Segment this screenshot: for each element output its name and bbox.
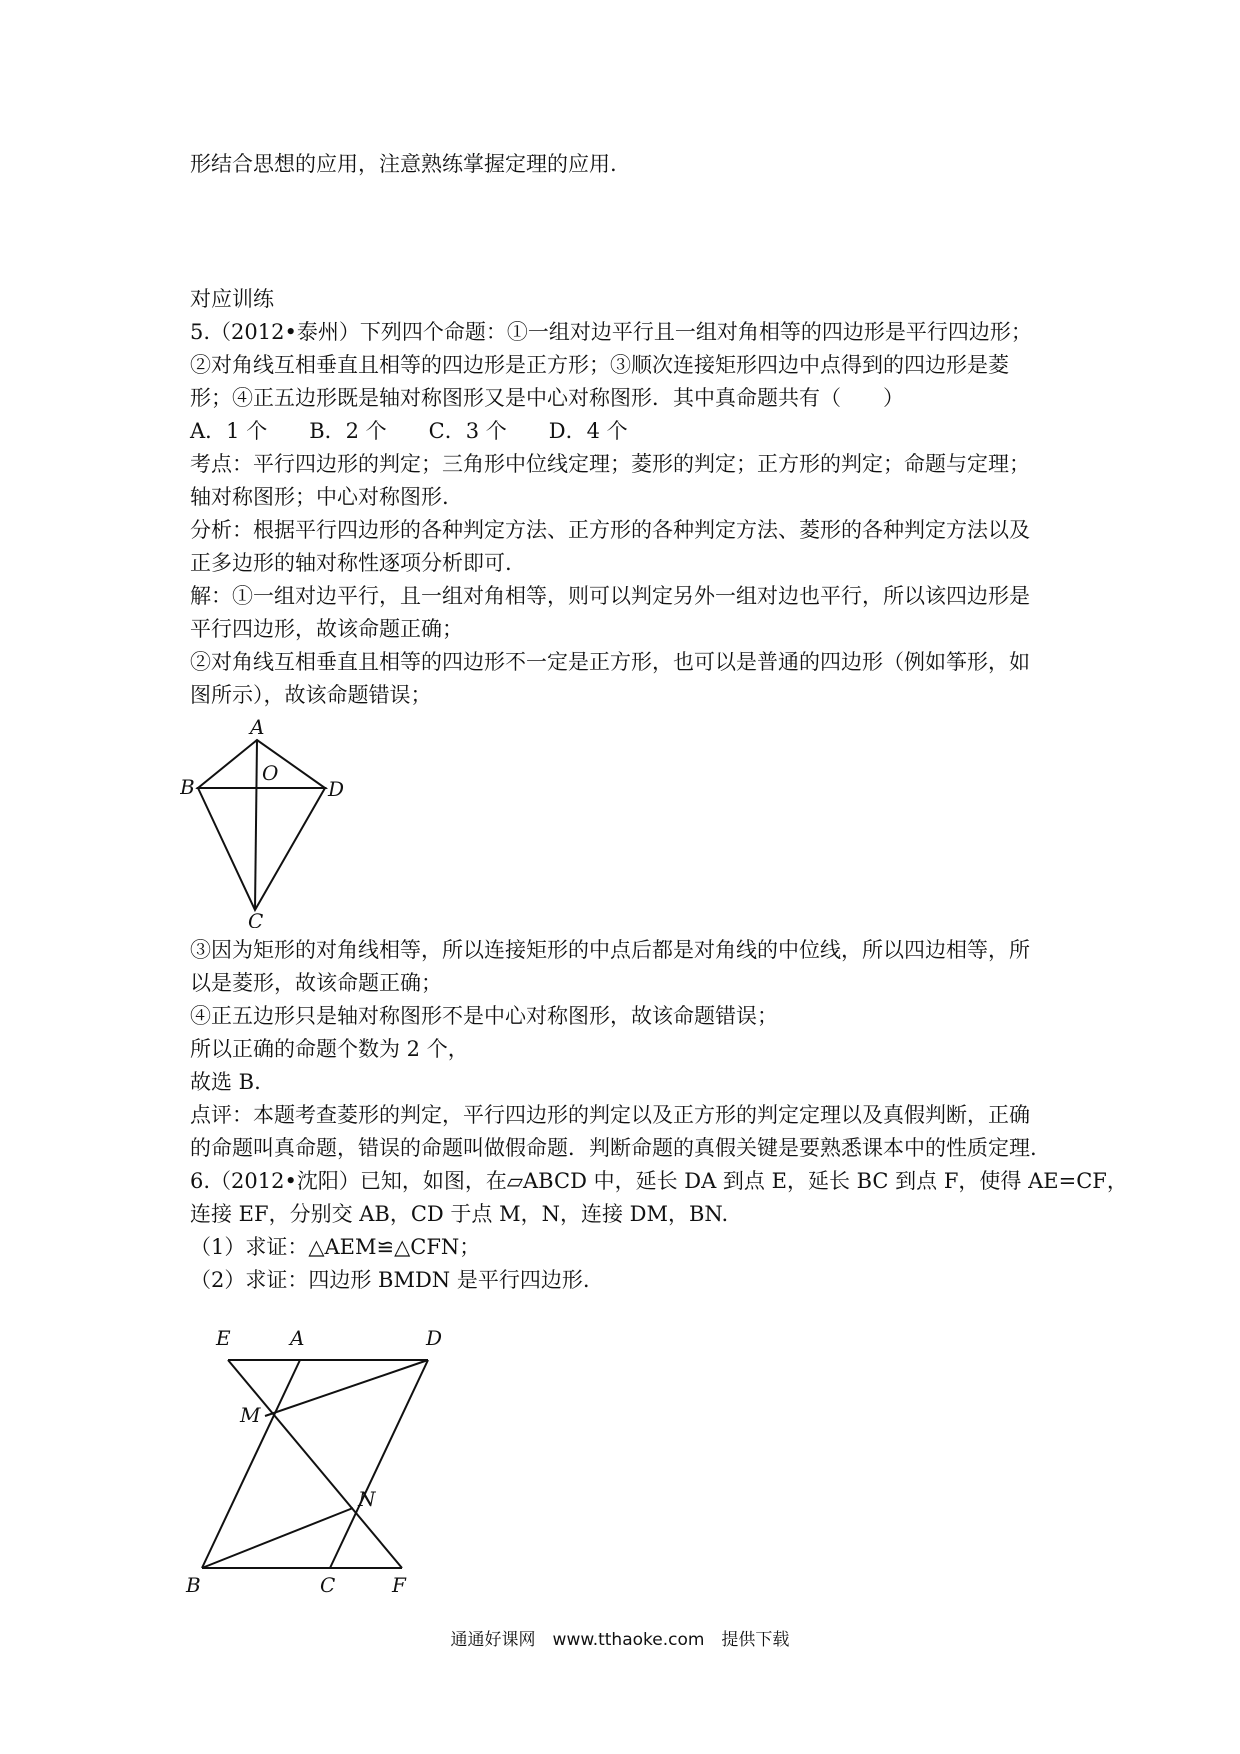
text-line: 故选 B. bbox=[190, 1070, 261, 1094]
text-line: 形结合思想的应用，注意熟练掌握定理的应用. bbox=[190, 152, 617, 176]
segment-DC bbox=[330, 1360, 428, 1568]
segment-DM bbox=[265, 1360, 428, 1416]
segment-AB bbox=[202, 1360, 300, 1568]
label-E: E bbox=[216, 1326, 231, 1350]
label-A: A bbox=[290, 1326, 305, 1350]
text-line: 平行四边形，故该命题正确； bbox=[190, 617, 463, 641]
label-N: N bbox=[358, 1487, 376, 1511]
text-line: 分析：根据平行四边形的各种判定方法、正方形的各种判定方法、菱形的各种判定方法以及 bbox=[190, 518, 1030, 542]
label-D: D bbox=[328, 777, 345, 801]
text-line: 5.（2012•泰州）下列四个命题：①一组对边平行且一组对角相等的四边形是平行四边形； bbox=[190, 320, 1032, 344]
text-line: 连接 EF，分别交 AB，CD 于点 M，N，连接 DM，BN. bbox=[190, 1202, 729, 1226]
label-O: O bbox=[262, 761, 279, 785]
text-line: 轴对称图形；中心对称图形. bbox=[190, 485, 449, 509]
text-line: 考点：平行四边形的判定；三角形中位线定理；菱形的判定；正方形的判定；命题与定理； bbox=[190, 452, 1030, 476]
label-M: M bbox=[240, 1403, 261, 1427]
text-line: 以是菱形，故该命题正确； bbox=[190, 971, 442, 995]
text-line: （1）求证：△AEM≌△CFN； bbox=[190, 1235, 481, 1259]
text-line: 解：①一组对边平行，且一组对角相等，则可以判定另外一组对边也平行，所以该四边形是 bbox=[190, 584, 1030, 608]
kite-diagonal-ac bbox=[255, 740, 257, 910]
text-line: 正多边形的轴对称性逐项分析即可. bbox=[190, 551, 512, 575]
text-line: ③因为矩形的对角线相等，所以连接矩形的中点后都是对角线的中位线，所以四边相等，所 bbox=[190, 938, 1030, 962]
text-line: 的命题叫真命题，错误的命题叫做假命题．判断命题的真假关键是要熟悉课本中的性质定理. bbox=[190, 1136, 1037, 1160]
text-line: ④正五边形只是轴对称图形不是中心对称图形，故该命题错误； bbox=[190, 1004, 778, 1028]
segment-BN bbox=[202, 1508, 353, 1568]
text-line: 6.（2012•沈阳）已知，如图，在▱ABCD 中，延长 DA 到点 E，延长 BC 到点 F，使得 AE=CF， bbox=[190, 1169, 1128, 1193]
label-C: C bbox=[248, 909, 264, 928]
parallelogram-figure bbox=[180, 1320, 460, 1600]
text-line: ②对角线互相垂直且相等的四边形不一定是正方形，也可以是普通的四边形（例如筝形，如 bbox=[190, 650, 1030, 674]
label-B: B bbox=[180, 775, 195, 799]
text-line: ②对角线互相垂直且相等的四边形是正方形；③顺次连接矩形四边中点得到的四边形是菱 bbox=[190, 353, 1009, 377]
segment-EF bbox=[228, 1360, 402, 1568]
text-line: 点评：本题考查菱形的判定，平行四边形的判定以及正方形的判定定理以及真假判断，正确 bbox=[190, 1103, 1030, 1127]
label-D: D bbox=[426, 1326, 443, 1350]
kite-figure bbox=[180, 718, 350, 928]
label-B: B bbox=[186, 1573, 201, 1597]
text-line: 图所示），故该命题错误； bbox=[190, 683, 432, 707]
kite-lower bbox=[198, 788, 325, 910]
label-A: A bbox=[250, 718, 265, 739]
section-heading: 对应训练 bbox=[190, 287, 274, 311]
text-line: 所以正确的命题个数为 2 个， bbox=[190, 1037, 469, 1061]
footer-credit: 通通好课网 www.tthaoke.com 提供下载 bbox=[450, 1630, 790, 1650]
label-C: C bbox=[320, 1573, 336, 1597]
text-line: 形；④正五边形既是轴对称图形又是中心对称图形．其中真命题共有（ ） bbox=[190, 386, 904, 410]
label-F: F bbox=[392, 1573, 406, 1597]
options-line: A．1 个 B．2 个 C．3 个 D．4 个 bbox=[190, 419, 628, 443]
text-line: （2）求证：四边形 BMDN 是平行四边形. bbox=[190, 1268, 590, 1292]
